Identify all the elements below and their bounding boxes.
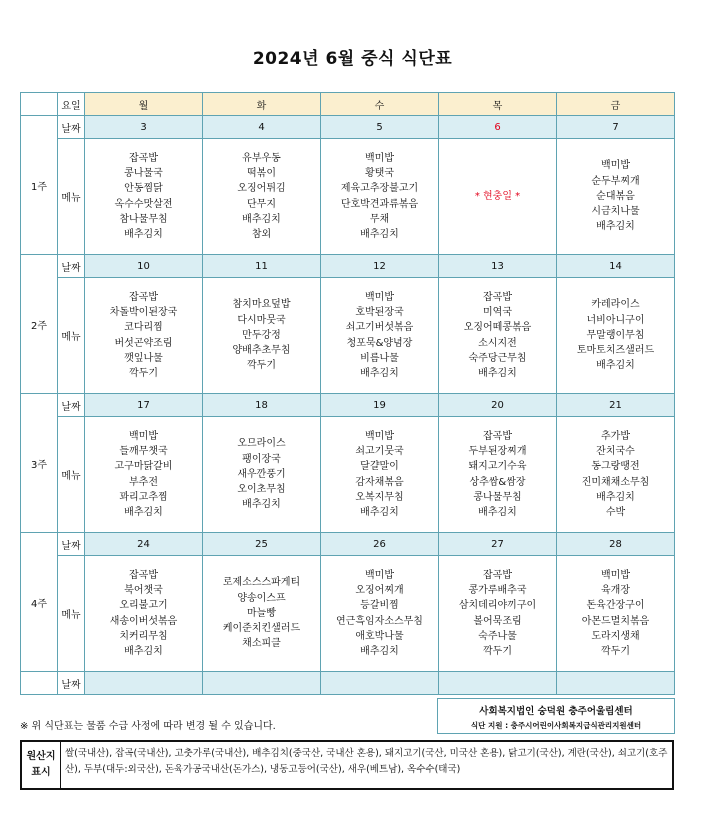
week5-date-row	[21, 672, 675, 695]
date-cell: 3	[85, 116, 203, 139]
menu-cell: 유부우동 떡볶이 오징어튀김 단무지 배추김치 참외	[203, 139, 321, 255]
menu-cell: 백미밥 호박된장국 쇠고기버섯볶음 청포묵&양념장 비름나물 배추김치	[321, 278, 439, 394]
day-tue: 화	[203, 93, 321, 116]
date-label: 날짜	[58, 255, 85, 278]
menu-cell: 잡곡밥 북어챗국 오리불고기 새송이버섯볶음 치커리무침 배추김치	[85, 556, 203, 672]
date-cell: 10	[85, 255, 203, 278]
day-header-row	[21, 93, 675, 116]
org-box	[437, 698, 675, 734]
origin-box	[20, 740, 674, 790]
menu-cell: 잡곡밥 두부된장찌개 돼지고기수육 상추쌈&쌈장 콩나물무침 배추김치	[439, 417, 557, 533]
org-support: 식단 지원 : 충주시어린이사회복지급식관리지원센터	[470, 721, 642, 730]
week-label: 2주	[21, 255, 58, 394]
week-label: 3주	[21, 394, 58, 533]
origin-label-line1: 원산지	[26, 751, 56, 762]
menu-cell: 백미밥 쇠고기뭇국 달걀말이 감자채볶음 오복지무침 배추김치	[321, 417, 439, 533]
date-cell: 24	[85, 533, 203, 556]
menu-cell: 참치마요덮밥 다시마뭇국 만두강정 양배추초무침 깍두기	[203, 278, 321, 394]
date-cell: 5	[321, 116, 439, 139]
menu-cell: 백미밥 순두부찌개 순대볶음 시금치나물 배추김치	[557, 139, 675, 255]
week-label: 4주	[21, 533, 58, 672]
menu-cell: 백미밥 육개장 돈육간장구이 아몬드멸치볶음 도라지생채 깍두기	[557, 556, 675, 672]
org-name: 사회복지법인 숭덕원 충주어울림센터	[479, 706, 633, 717]
date-label: 날짜	[58, 533, 85, 556]
week1-date-row	[21, 116, 675, 139]
corner-cell	[21, 93, 58, 116]
date-cell-holiday: 6	[439, 116, 557, 139]
date-cell: 20	[439, 394, 557, 417]
date-cell: 26	[321, 533, 439, 556]
change-notice: ※ 위 식단표는 물품 수급 사정에 따라 변경 될 수 있습니다.	[20, 721, 276, 732]
menu-cell: 추가밥 잔치국수 동그랑땡전 진미채채소무침 배추김치 수박	[557, 417, 675, 533]
date-label: 날짜	[58, 394, 85, 417]
date-cell-empty	[85, 672, 203, 695]
holiday-cell: * 현충일 *	[439, 139, 557, 255]
menu-cell: 잡곡밥 콩가루배추국 삼치데리야끼구이 볼어묵조림 숙주나물 깍두기	[439, 556, 557, 672]
week-label-empty	[21, 672, 58, 695]
date-cell: 12	[321, 255, 439, 278]
week3-menu-row	[21, 417, 675, 533]
day-fri: 금	[557, 93, 675, 116]
menu-label: 메뉴	[58, 417, 85, 533]
date-cell-empty	[203, 672, 321, 695]
day-wed: 수	[321, 93, 439, 116]
week2-date-row	[21, 255, 675, 278]
day-mon: 월	[85, 93, 203, 116]
menu-cell: 오므라이스 팽이장국 새우깐풍기 오이초무침 배추김치	[203, 417, 321, 533]
week1-menu-row	[21, 139, 675, 255]
menu-cell: 잡곡밥 콩나물국 안동찜닭 옥수수맛살전 참나물무침 배추김치	[85, 139, 203, 255]
origin-text: 쌀(국내산), 잡곡(국내산), 고춧가루(국내산), 배추김치(중국산, 국내산 혼용), 돼지고기(국산, 미국산 혼용), 닭고기(국산), 계란(국산), 쇠고기(호주산), 두부(대두:외국산), 돈육가공국내산(돈가스), 냉동고등어(국산), 새우(베트남), 옥수수(태국)	[65, 748, 668, 775]
date-cell: 4	[203, 116, 321, 139]
date-cell-empty	[321, 672, 439, 695]
day-thu: 목	[439, 93, 557, 116]
menu-cell: 카레라이스 너비아니구이 무말랭이무침 토마토치즈샐러드 배추김치	[557, 278, 675, 394]
menu-label: 메뉴	[58, 278, 85, 394]
date-label: 날짜	[58, 116, 85, 139]
date-cell-empty	[439, 672, 557, 695]
lunch-menu-table	[20, 92, 675, 695]
date-cell: 11	[203, 255, 321, 278]
date-cell: 21	[557, 394, 675, 417]
date-cell: 28	[557, 533, 675, 556]
weekday-label: 요일	[58, 93, 85, 116]
page-title: 2024년 6월 중식 식단표	[252, 49, 453, 69]
menu-cell: 백미밥 황탯국 제육고추장불고기 단호박견과류볶음 무채 배추김치	[321, 139, 439, 255]
menu-cell: 로제소스스파게티 양송이스프 마늘빵 케이준치킨샐러드 채소피클	[203, 556, 321, 672]
week3-date-row	[21, 394, 675, 417]
menu-cell: 백미밥 들깨무챗국 고구마닭갈비 부추전 꽈리고추찜 배추김치	[85, 417, 203, 533]
date-cell: 18	[203, 394, 321, 417]
origin-label-line2: 표시	[31, 767, 51, 778]
date-cell: 14	[557, 255, 675, 278]
date-cell: 17	[85, 394, 203, 417]
week-label: 1주	[21, 116, 58, 255]
date-cell-empty	[557, 672, 675, 695]
date-cell: 7	[557, 116, 675, 139]
week4-menu-row	[21, 556, 675, 672]
menu-label: 메뉴	[58, 139, 85, 255]
menu-cell: 잡곡밥 차돌박이된장국 코다리찜 버섯곤약조림 깻잎나물 깍두기	[85, 278, 203, 394]
menu-cell: 잡곡밥 미역국 오징어떼콩볶음 소시지전 숙주당근무침 배추김치	[439, 278, 557, 394]
week4-date-row	[21, 533, 675, 556]
menu-cell: 백미밥 오징어찌개 등갈비찜 연근흑임자소스무침 애호박나물 배추김치	[321, 556, 439, 672]
date-cell: 27	[439, 533, 557, 556]
date-label: 날짜	[58, 672, 85, 695]
date-cell: 25	[203, 533, 321, 556]
origin-label	[22, 742, 61, 788]
week2-menu-row	[21, 278, 675, 394]
menu-label: 메뉴	[58, 556, 85, 672]
date-cell: 19	[321, 394, 439, 417]
date-cell: 13	[439, 255, 557, 278]
